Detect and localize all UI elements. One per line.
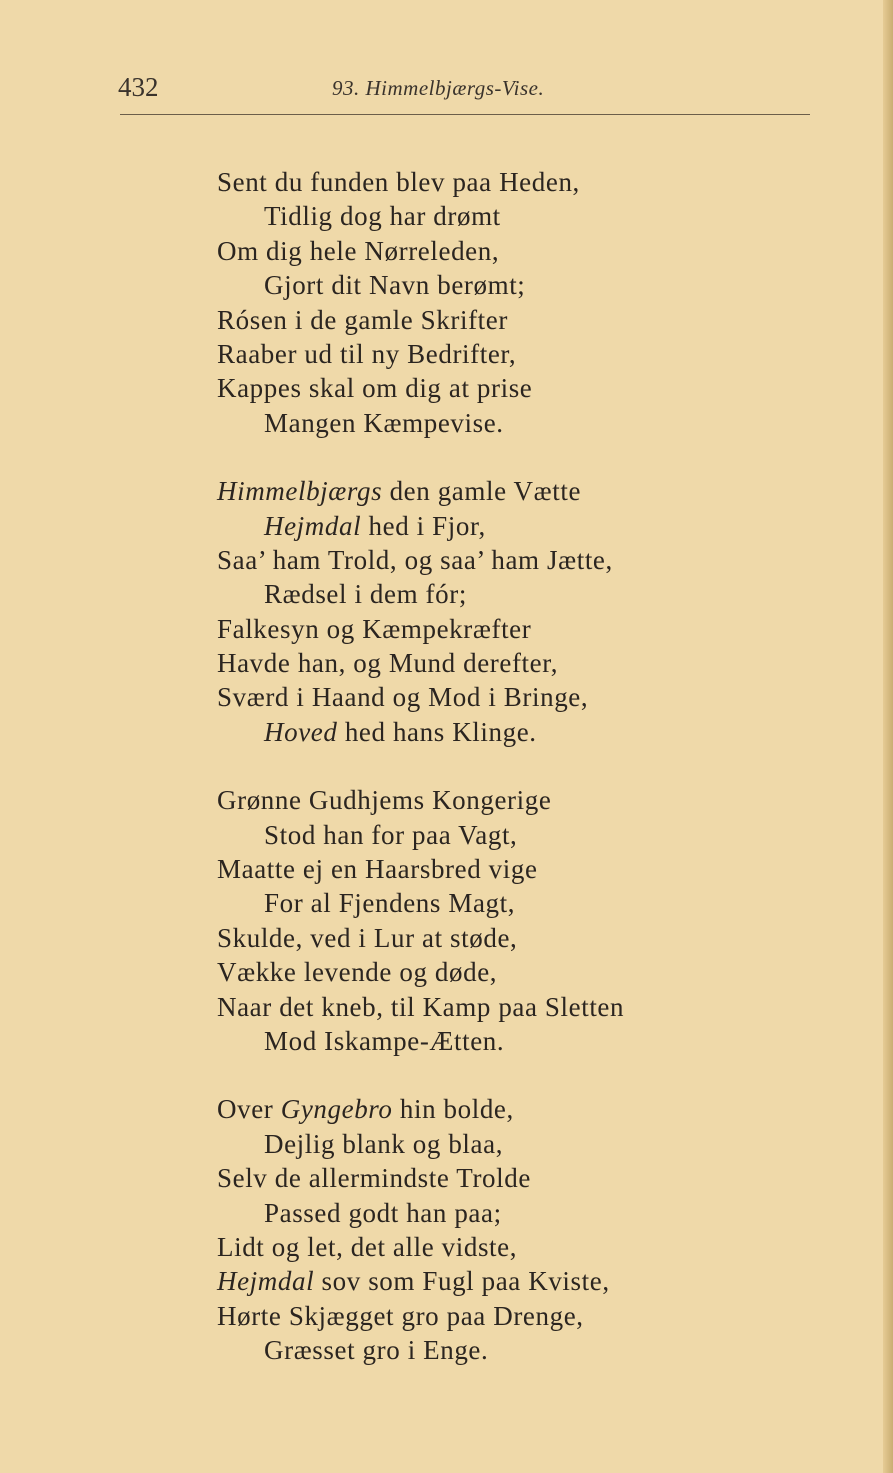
verse-text: Hørte Skjægget gro paa Drenge, [217,1300,584,1331]
verse-line [217,818,857,852]
stanza [217,783,857,1058]
verse-text: Gjort dit Navn berømt; [264,270,526,301]
verse-line [217,199,857,233]
verse-text: Tidlig dog har drømt [264,201,501,232]
verse-line [217,268,857,302]
verse-line [217,612,857,646]
italic-name: Gyngebro [280,1094,393,1125]
italic-name: Himmelbjærgs [217,476,383,507]
verse-text: hed hans Klinge. [337,716,537,747]
verse-text: Havde han, og Mund derefter, [217,648,559,679]
verse-text: den gamle Vætte [382,476,582,507]
running-title: 93. Himmelbjærgs-Vise. [332,76,545,100]
italic-name: Hoved [264,716,338,747]
verse-line [217,886,857,920]
verse-line [217,1161,857,1195]
verse-text: Mangen Kæmpevise. [264,407,504,438]
verse-text: Falkesyn og Kæmpekræfter [217,613,532,644]
verse-line [217,1333,857,1367]
stanza [217,165,857,440]
stanza [217,1092,857,1367]
verse-line [217,646,857,680]
verse-line [217,1127,857,1161]
verse-text: Stod han for paa Vagt, [264,819,518,850]
verse-text: Sent du funden blev paa Heden, [217,167,580,197]
verse-line [217,543,857,577]
verse-text: Mod Iskampe-Ætten. [264,1025,505,1056]
verse-text: Om dig hele Nørreleden, [217,235,500,266]
verse-text: Vække levende og døde, [217,957,498,988]
page-number: 432 [118,72,159,102]
verse-line [217,577,857,611]
verse-text: Grønne Gudhjems Kongerige [217,785,552,816]
verse-text: Dejlig blank og blaa, [264,1128,504,1159]
verse-line [217,474,857,508]
verse-line [217,1024,857,1058]
verse-line [217,509,857,543]
verse-line [217,1196,857,1230]
page-edge-shadow [883,0,893,1473]
italic-name: Hejmdal [264,510,362,541]
verse-text: Over [217,1094,281,1125]
poem-body [217,165,857,1402]
stanza [217,474,857,749]
verse-line [217,852,857,886]
verse-line [217,990,857,1024]
verse-line [217,680,857,714]
verse-line [217,337,857,371]
verse-line [217,955,857,989]
verse-line [217,165,857,199]
verse-text: Skulde, ved i Lur at støde, [217,922,518,953]
verse-text: Maatte ej en Haarsbred vige [217,854,538,885]
verse-text: Passed godt han paa; [264,1197,502,1228]
verse-line [217,1264,857,1298]
verse-line [217,406,857,440]
verse-line [217,1230,857,1264]
verse-text: hin bolde, [392,1094,514,1125]
verse-text: Rósen i de gamle Skrifter [217,304,508,335]
verse-line [217,715,857,749]
verse-line [217,1092,857,1126]
verse-text: For al Fjendens Magt, [264,888,516,919]
italic-name: Hejmdal [217,1266,315,1297]
verse-line [217,303,857,337]
verse-line [217,1299,857,1333]
verse-text: Raaber ud til ny Bedrifter, [217,338,517,369]
verse-line [217,371,857,405]
verse-text: Kappes skal om dig at prise [217,373,533,404]
header-rule [120,114,810,115]
verse-text: Selv de allermindste Trolde [217,1163,531,1194]
verse-text: hed i Fjor, [361,510,486,541]
verse-text: Naar det kneb, til Kamp paa Sletten [217,991,625,1022]
verse-line [217,234,857,268]
verse-line [217,921,857,955]
verse-text: sov som Fugl paa Kviste, [314,1266,610,1297]
verse-line [217,783,857,817]
verse-text: Rædsel i dem fór; [264,579,467,610]
verse-text: Sværd i Haand og Mod i Bringe, [217,682,589,713]
verse-text: Græsset gro i Enge. [264,1335,489,1366]
verse-text: Saa’ ham Trold, og saa’ ham Jætte, [217,544,613,575]
verse-text: Lidt og let, det alle vidste, [217,1231,518,1262]
